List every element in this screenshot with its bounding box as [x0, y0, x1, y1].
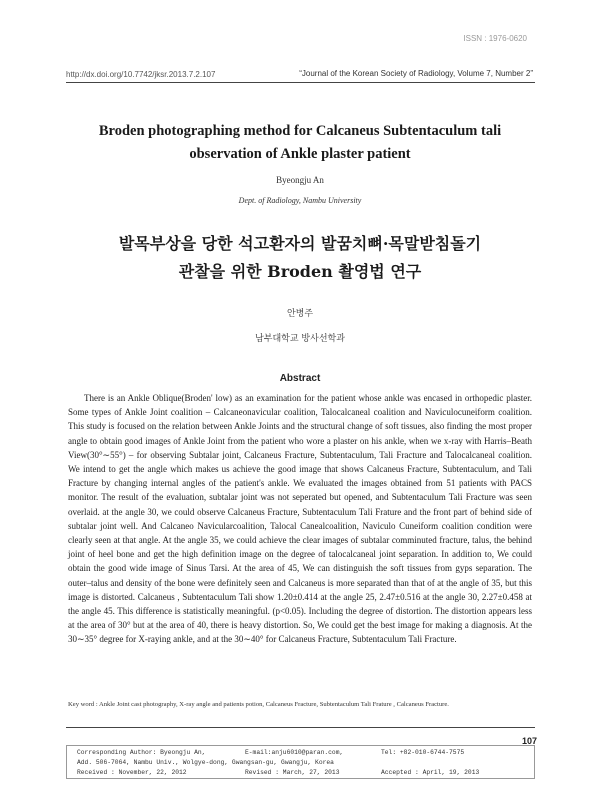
title-en-line-1: Broden photographing method for Calcaneus Subtentaculum tali: [98, 123, 502, 139]
revised-date: Revised : March, 27, 2013: [245, 769, 340, 776]
affiliation-english: Dept. of Radiology, Nambu University: [238, 196, 362, 205]
paper-title-english: [0, 120, 600, 166]
author-email[interactable]: E-mail:anju6010@paran.com,: [245, 749, 344, 756]
issn-label: ISSN : 1976-0620: [463, 34, 527, 43]
author-name-korean: 안병주: [286, 309, 314, 319]
title-en-line-2: observation of Ankle plaster patient: [189, 146, 411, 162]
author-address: Add. 506-7064, Nambu Univ., Wolgye-dong, Gwangsan-gu, Gwangju, Korea: [77, 759, 334, 766]
corresponding-author: Corresponding Author: Byeongju An,: [77, 749, 206, 756]
title-ko-line-2: 관찰을 위한 Broden 촬영법 연구: [178, 262, 422, 281]
page-number: 107: [521, 736, 537, 746]
abstract-body: There is an Ankle Oblique(Broden' low) as an examination for the patient whose ankle was encased in orthopedic plaster. Some types of Ankle Joint coalition – Calcaneonavicular coalition, Talocalcaneal coalition and Naviculocuneiform coalition. This study is focused on the relation between Ankle Joints and the structural change of soft tissues, also finding the most proper angle to obtain good images of Ankle Joint from the patient who wore a plaster on his ankle, when we x-ray with Harris–Beath View(30°∼55°) – for observing Subtalar joint, Calcaneus Fracture, Subtentaculum, Tali Fracture and Talocalcaneal coalition. We intend to get the angle which makes us achieve the good image that shows Calcaneus Fracture, Subtentaculum, and Tali Fracture by changing internal angles of the patient's ankle. We evaluated the images obtained from 51 patients with PACS monitor. The result of the evaluation, subtalar joint was not seperated but opened, and Subtentaculum Tali Fracture was seen overlaid. at the angle 30, we could observe Calcaneus Fracture, Subtentaculum Tali Frature and the front part of behind side of subtalar joint well. And Calcaneo Navicularcoalition, Talocal Canealcoalition, Naviculo Cuneiform coalition condition were clearly seen at that angle. At the angle 35, we could achieve the clear images of subtalar comminuted fracture, talus, the behind joint of heel bone and get the high definition image on the degree of talocalcaneal joint separation. In addition to, We could obtain the good wide image of Sinus Tarsi. At the area of 45, We can distinguish the soft tissues from gyps separation. The outer–talus and density of the bone were definitely seen and Calcaneus is more separated than that of at the angle of 35, but this image is distorted. Calcaneus , Subtentaculum Tali show 1.20±0.414 at the angle 25, 2.47±0.516 at the angle 30, 2.27±0.458 at the angle 45. This difference is statistically meaningful. (p<0.05). Including the degree of distortion. The distortion appears less at the area of 30° but at the area of 40, there is heavy distortion. So, We could get the best image for making a diagnosis. At the 30∼35° degree for X-raying ankle, and at the 30∼40° for Calcaneus Fracture, Subtentaculum Tali Fracture.: [68, 393, 532, 645]
author-name-english: Byeongju An: [276, 175, 324, 185]
correspondence-box: [66, 745, 535, 779]
doi-link[interactable]: http://dx.doi.org/10.7742/jksr.2013.7.2.107: [66, 70, 216, 79]
accepted-date: Accepted : April, 19, 2013: [381, 769, 480, 776]
abstract-heading: Abstract: [279, 373, 321, 384]
author-phone: Tel: +82-010-6744-7575: [381, 749, 465, 756]
keywords-line: Key word : Ankle Joint cast photography, X-ray angle and patients potion, Calcaneus Fracture, Subtentaculum Tali Frature , Calcaneus Fracture.: [68, 701, 449, 708]
footer-divider: [66, 727, 535, 728]
affiliation-korean: 남부대학교 방사선학과: [255, 334, 345, 344]
header-divider: [66, 82, 535, 83]
title-ko-line-1: 발목부상을 당한 석고환자의 발꿈치뼈·목말받침돌기: [118, 234, 482, 253]
paper-title-korean: [0, 230, 600, 286]
journal-citation: “Journal of the Korean Society of Radiology, Volume 7, Number 2”: [299, 69, 533, 78]
received-date: Received : November, 22, 2012: [77, 769, 187, 776]
